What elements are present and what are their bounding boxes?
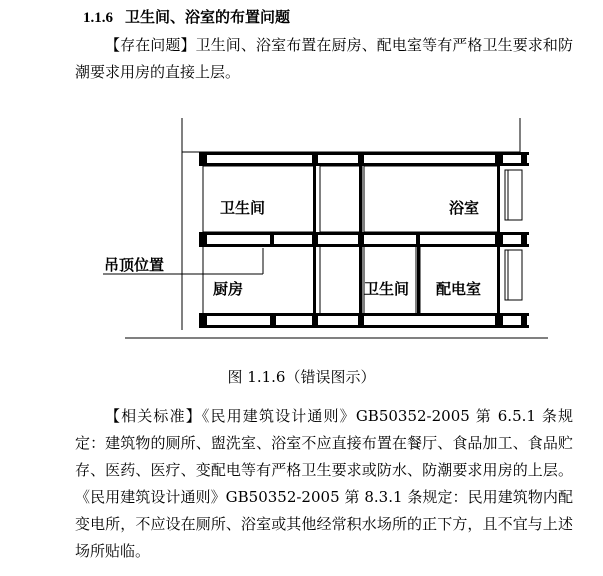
label-power-room: 配电室: [436, 280, 482, 298]
label-kitchen: 厨房: [213, 280, 244, 298]
figure-caption: 图 1.1.6（错误图示）: [227, 368, 376, 386]
standard-paragraph: 【相关标准】《民用建筑设计通则》GB50352-2005 第 6.5.1 条规定：建筑物的厕所、盥洗室、浴室不应直接布置在餐厅、食品加工、食品贮存、医药、医疗、变配电等有严格卫生要求或防水、防潮要求用房的上层。《民用建筑设计通则》GB50352-2005 第 8.3.1 条规定：民用建筑物内配变电所，不应设在厕所、浴室或其他经常积水场所的正下方，且不宜与上述场所贴临。: [75, 407, 573, 560]
label-lower-toilet: 卫生间: [364, 280, 410, 298]
label-bathroom: 浴室: [449, 199, 480, 217]
problem-paragraph: 【存在问题】卫生间、浴室布置在厨房、配电室等有严格卫生要求和防潮要求用房的直接上层。: [75, 36, 573, 81]
label-upper-toilet: 卫生间: [220, 199, 266, 217]
section-number: 1.1.6: [83, 10, 113, 26]
label-ceiling-position: 吊顶位置: [104, 256, 165, 274]
section-title: 卫生间、浴室的布置问题: [125, 8, 291, 26]
